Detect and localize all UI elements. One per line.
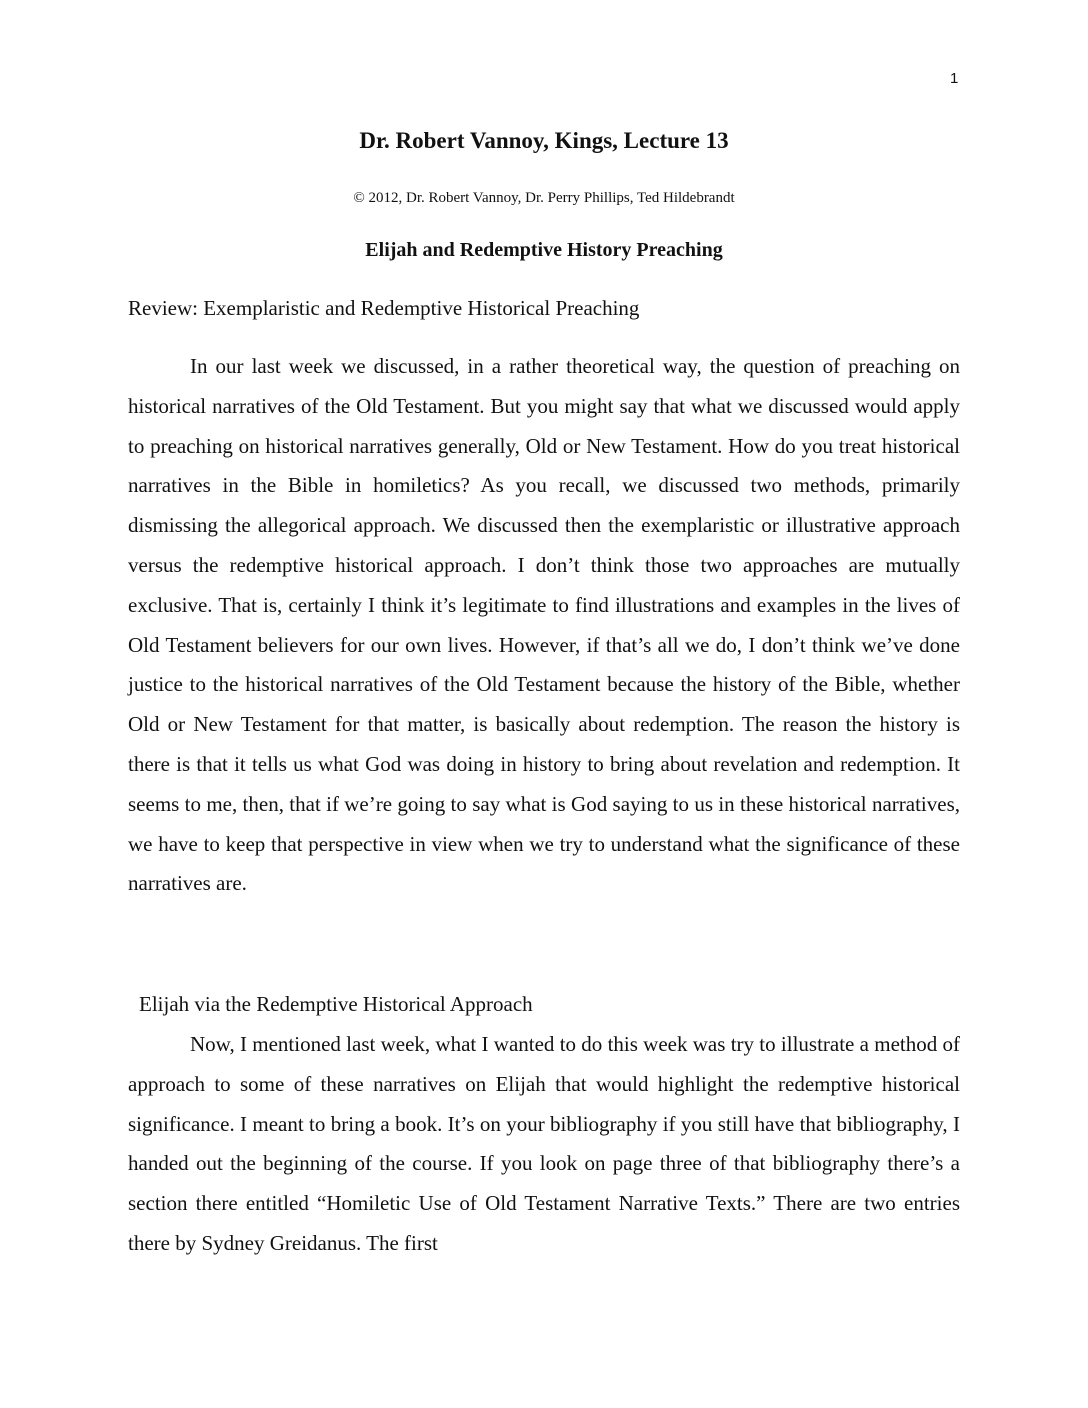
- copyright-line: © 2012, Dr. Robert Vannoy, Dr. Perry Phillips, Ted Hildebrandt: [353, 190, 735, 206]
- paragraph-review: In our last week we discussed, in a rather theoretical way, the question of preaching on historical narratives of the Old Testament. But you might say that what we discussed would apply to preaching on historical narratives generally, Old or New Testament. How do you treat historical narratives in the Bible in homiletics? As you recall, we discussed two methods, primarily dismissing the allegorical approach. We discussed then the exemplaristic or illustrative approach versus the redemptive historical approach. I don’t think those two approaches are mutually exclusive. That is, certainly I think it’s legitimate to find illustrations and examples in the lives of Old Testament believers for our own lives. However, if that’s all we do, I don’t think we’ve done justice to the historical narratives of the Old Testament because the history of the Bible, whether Old or New Testament for that matter, is basically about redemption. The reason the history is there is that it tells us what God was doing in history to bring about revelation and redemption. It seems to me, then, that if we’re going to say what is God saying to us in these historical narratives, we have to keep that perspective in view when we try to understand what the significance of these narratives are.: [128, 354, 960, 896]
- paragraph-elijah: Now, I mentioned last week, what I wanted to do this week was try to illustrate a method of approach to some of these narratives on Elijah that would highlight the redemptive historical significance. I meant to bring a book. It’s on your bibliography if you still have that bibliography, I handed out the beginning of the course. If you look on page three of that bibliography there’s a section there entitled “Homiletic Use of Old Testament Narrative Texts.” There are two entries there by Sydney Greidanus. The first: [128, 1032, 960, 1255]
- section-heading-review: Review: Exemplaristic and Redemptive Historical Preaching: [128, 296, 640, 320]
- page-number: 1: [950, 70, 959, 87]
- section-heading-elijah: Elijah via the Redemptive Historical Approach: [139, 992, 533, 1016]
- document-title: Dr. Robert Vannoy, Kings, Lecture 13: [359, 128, 729, 153]
- document-subtitle: Elijah and Redemptive History Preaching: [365, 239, 723, 261]
